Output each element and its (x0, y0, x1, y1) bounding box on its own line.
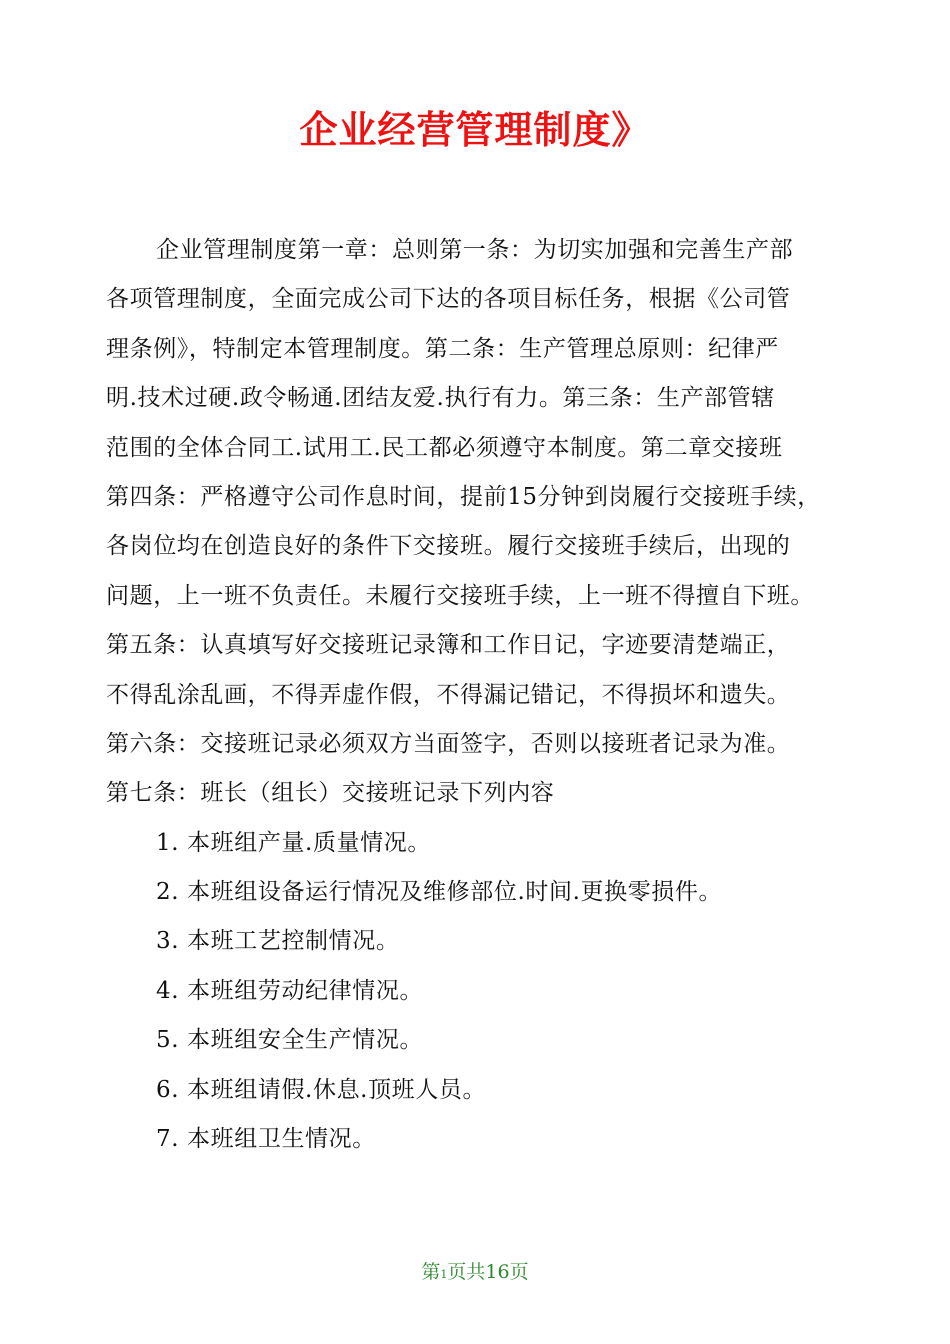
footer-prefix: 第 (421, 1261, 441, 1283)
paragraph-line: 范围的全体合同工.试用工.民工都必须遵守本制度。第二章交接班 (106, 434, 783, 461)
footer-page-number: 1 (440, 1268, 448, 1281)
document-title: 企业经营管理制度》 (299, 108, 651, 152)
paragraph-line: 第五条：认真填写好交接班记录簿和工作日记，字迹要清楚端正， (106, 632, 791, 659)
document-body (106, 226, 846, 1164)
list-item: 6. 本班组请假.休息.顶班人员。 (156, 1076, 487, 1103)
paragraph-line: 明.技术过硬.政令畅通.团结友爱.执行有力。第三条：生产部管辖 (106, 385, 775, 412)
paragraph-line: 问题，上一班不负责任。未履行交接班手续，上一班不得擅自下班。 (106, 582, 814, 609)
list-item: 3. 本班工艺控制情况。 (156, 928, 400, 955)
footer-suffix: 页共16页 (447, 1261, 529, 1283)
paragraph-line: 各项管理制度，全面完成公司下达的各项目标任务，根据《公司管 (106, 286, 791, 313)
paragraph-line: 各岗位均在创造良好的条件下交接班。履行交接班手续后，出现的 (106, 533, 791, 560)
paragraph-line: 第六条：交接班记录必须双方当面签字，否则以接班者记录为准。 (106, 730, 791, 757)
paragraph-line: 第四条：严格遵守公司作息时间，提前15分钟到岗履行交接班手续， (106, 483, 821, 510)
list-item: 4. 本班组劳动纪律情况。 (156, 977, 424, 1004)
paragraph-line: 理条例》，特制定本管理制度。第二条：生产管理总原则：纪律严 (106, 335, 779, 362)
list-item: 2. 本班组设备运行情况及维修部位.时间.更换零损件。 (156, 879, 723, 906)
list-item: 1. 本班组产量.质量情况。 (156, 829, 431, 856)
list-item: 5. 本班组安全生产情况。 (156, 1027, 424, 1054)
page-footer (0, 1258, 950, 1289)
paragraph-line: 第七条：班长（组长）交接班记录下列内容 (106, 780, 555, 807)
list-item: 7. 本班组卫生情况。 (156, 1126, 376, 1153)
paragraph-line: 不得乱涂乱画，不得弄虚作假，不得漏记错记，不得损坏和遗失。 (106, 681, 791, 708)
paragraph-line: 企业管理制度第一章：总则第一条：为切实加强和完善生产部 (156, 237, 794, 263)
